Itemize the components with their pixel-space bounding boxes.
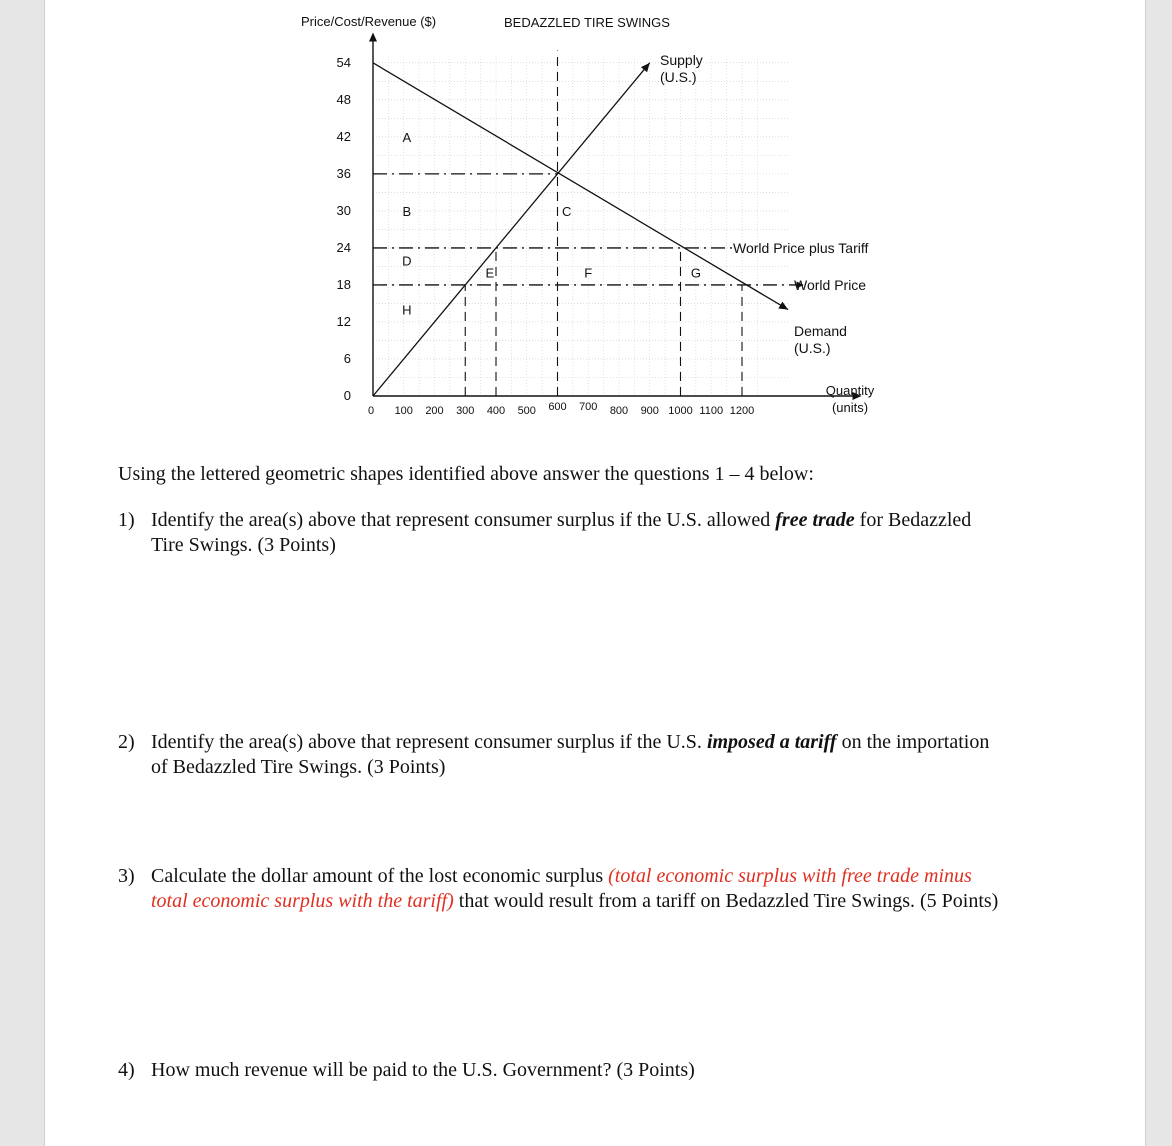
x-tick-label: 400 [486, 405, 506, 417]
intro-text [118, 462, 814, 487]
q2-line2: of Bedazzled Tire Swings. (3 Points) [151, 756, 446, 778]
y-axis-arrowhead [369, 32, 377, 41]
question-1-number: 1) [118, 509, 135, 531]
demand-label-line2: (U.S.) [794, 340, 831, 356]
question-2-number: 2) [118, 731, 135, 753]
x-tick-label: 700 [579, 401, 598, 413]
area-label-F: F [584, 265, 593, 281]
x-tick-label: 600 [548, 401, 567, 413]
y-tick-label: 36 [336, 165, 351, 181]
world-price-label: World Price [794, 277, 867, 293]
chart-axes [369, 32, 862, 400]
chart-title: BEDAZZLED TIRE SWINGS [504, 15, 670, 30]
y-tick-label: 24 [336, 239, 351, 255]
area-label-E: E [485, 265, 495, 281]
x-tick-label: 0 [367, 405, 375, 417]
x-tick-label: 1100 [699, 405, 724, 417]
q2-text-before: Identify the area(s) above that represent consumer surplus if the U.S. [151, 731, 707, 753]
y-tick-label: 18 [336, 276, 351, 292]
x-tick-label: 200 [425, 405, 444, 417]
question-2-text [151, 730, 989, 780]
y-tick-label: 42 [336, 128, 351, 144]
q3-text-after: that would result from a tariff on Bedazzled Tire Swings. (5 Points) [453, 890, 999, 912]
chart-labels [301, 14, 875, 417]
y-axis-title: Price/Cost/Revenue ($) [301, 14, 437, 29]
area-label-B: B [402, 203, 412, 219]
demand-label-line1: Demand [794, 323, 847, 339]
area-label-G: G [690, 265, 701, 281]
x-tick-label: 1000 [668, 405, 693, 417]
x-tick-label: 500 [517, 405, 536, 417]
demand-arrowhead [778, 302, 788, 310]
x-tick-label: 1200 [729, 405, 755, 417]
q1-text-before: Identify the area(s) above that represent consumer surplus if the U.S. allowed [151, 509, 776, 531]
area-label-H: H [402, 302, 412, 318]
q3-red-line2: total economic surplus with the tariff) [151, 890, 454, 912]
question-3-text [151, 864, 998, 914]
area-label-C: C [562, 203, 572, 219]
chart-grid [373, 57, 788, 396]
x-tick-label: 100 [394, 405, 413, 417]
world-price-plus-tariff-label: World Price plus Tariff [733, 240, 869, 256]
y-tick-label: 48 [336, 91, 351, 107]
x-tick-label: 900 [640, 405, 659, 417]
q3-red-line1: (total economic surplus with free trade minus [608, 865, 972, 887]
y-tick-label: 54 [336, 54, 351, 70]
y-tick-label: 12 [336, 313, 351, 329]
question-4-number: 4) [118, 1059, 135, 1081]
question-4-text: How much revenue will be paid to the U.S. Government? (3 Points) [151, 1059, 695, 1081]
area-label-D: D [402, 253, 412, 269]
q1-text-after: for Bedazzled [854, 509, 972, 531]
x-axis-title-line2: (units) [831, 400, 869, 415]
q2-emphasis: imposed a tariff [706, 731, 837, 753]
x-tick-label: 800 [609, 405, 629, 417]
supply-label-line2: (U.S.) [660, 69, 697, 85]
q1-emphasis: free trade [775, 509, 855, 531]
q3-text-before: Calculate the dollar amount of the lost economic surplus [151, 865, 609, 887]
document-page [44, 0, 1146, 1146]
y-tick-label: 30 [336, 202, 351, 218]
q2-text-after: on the importation [836, 731, 990, 753]
x-axis-title-line1: Quantity [825, 383, 875, 398]
q1-line2: Tire Swings. (3 Points) [151, 534, 336, 556]
y-tick-label: 0 [343, 388, 351, 403]
x-tick-label: 300 [456, 405, 475, 417]
tire-swings-chart [45, 0, 1145, 430]
area-label-A: A [402, 129, 412, 145]
question-3-number: 3) [118, 865, 135, 887]
y-tick-label: 6 [343, 350, 351, 366]
supply-label-line1: Supply [660, 52, 703, 68]
question-1-text [151, 508, 971, 558]
supply-curve [373, 63, 650, 396]
intro-line: Using the lettered geometric shapes identified above answer the questions 1 – 4 below: [118, 463, 814, 485]
